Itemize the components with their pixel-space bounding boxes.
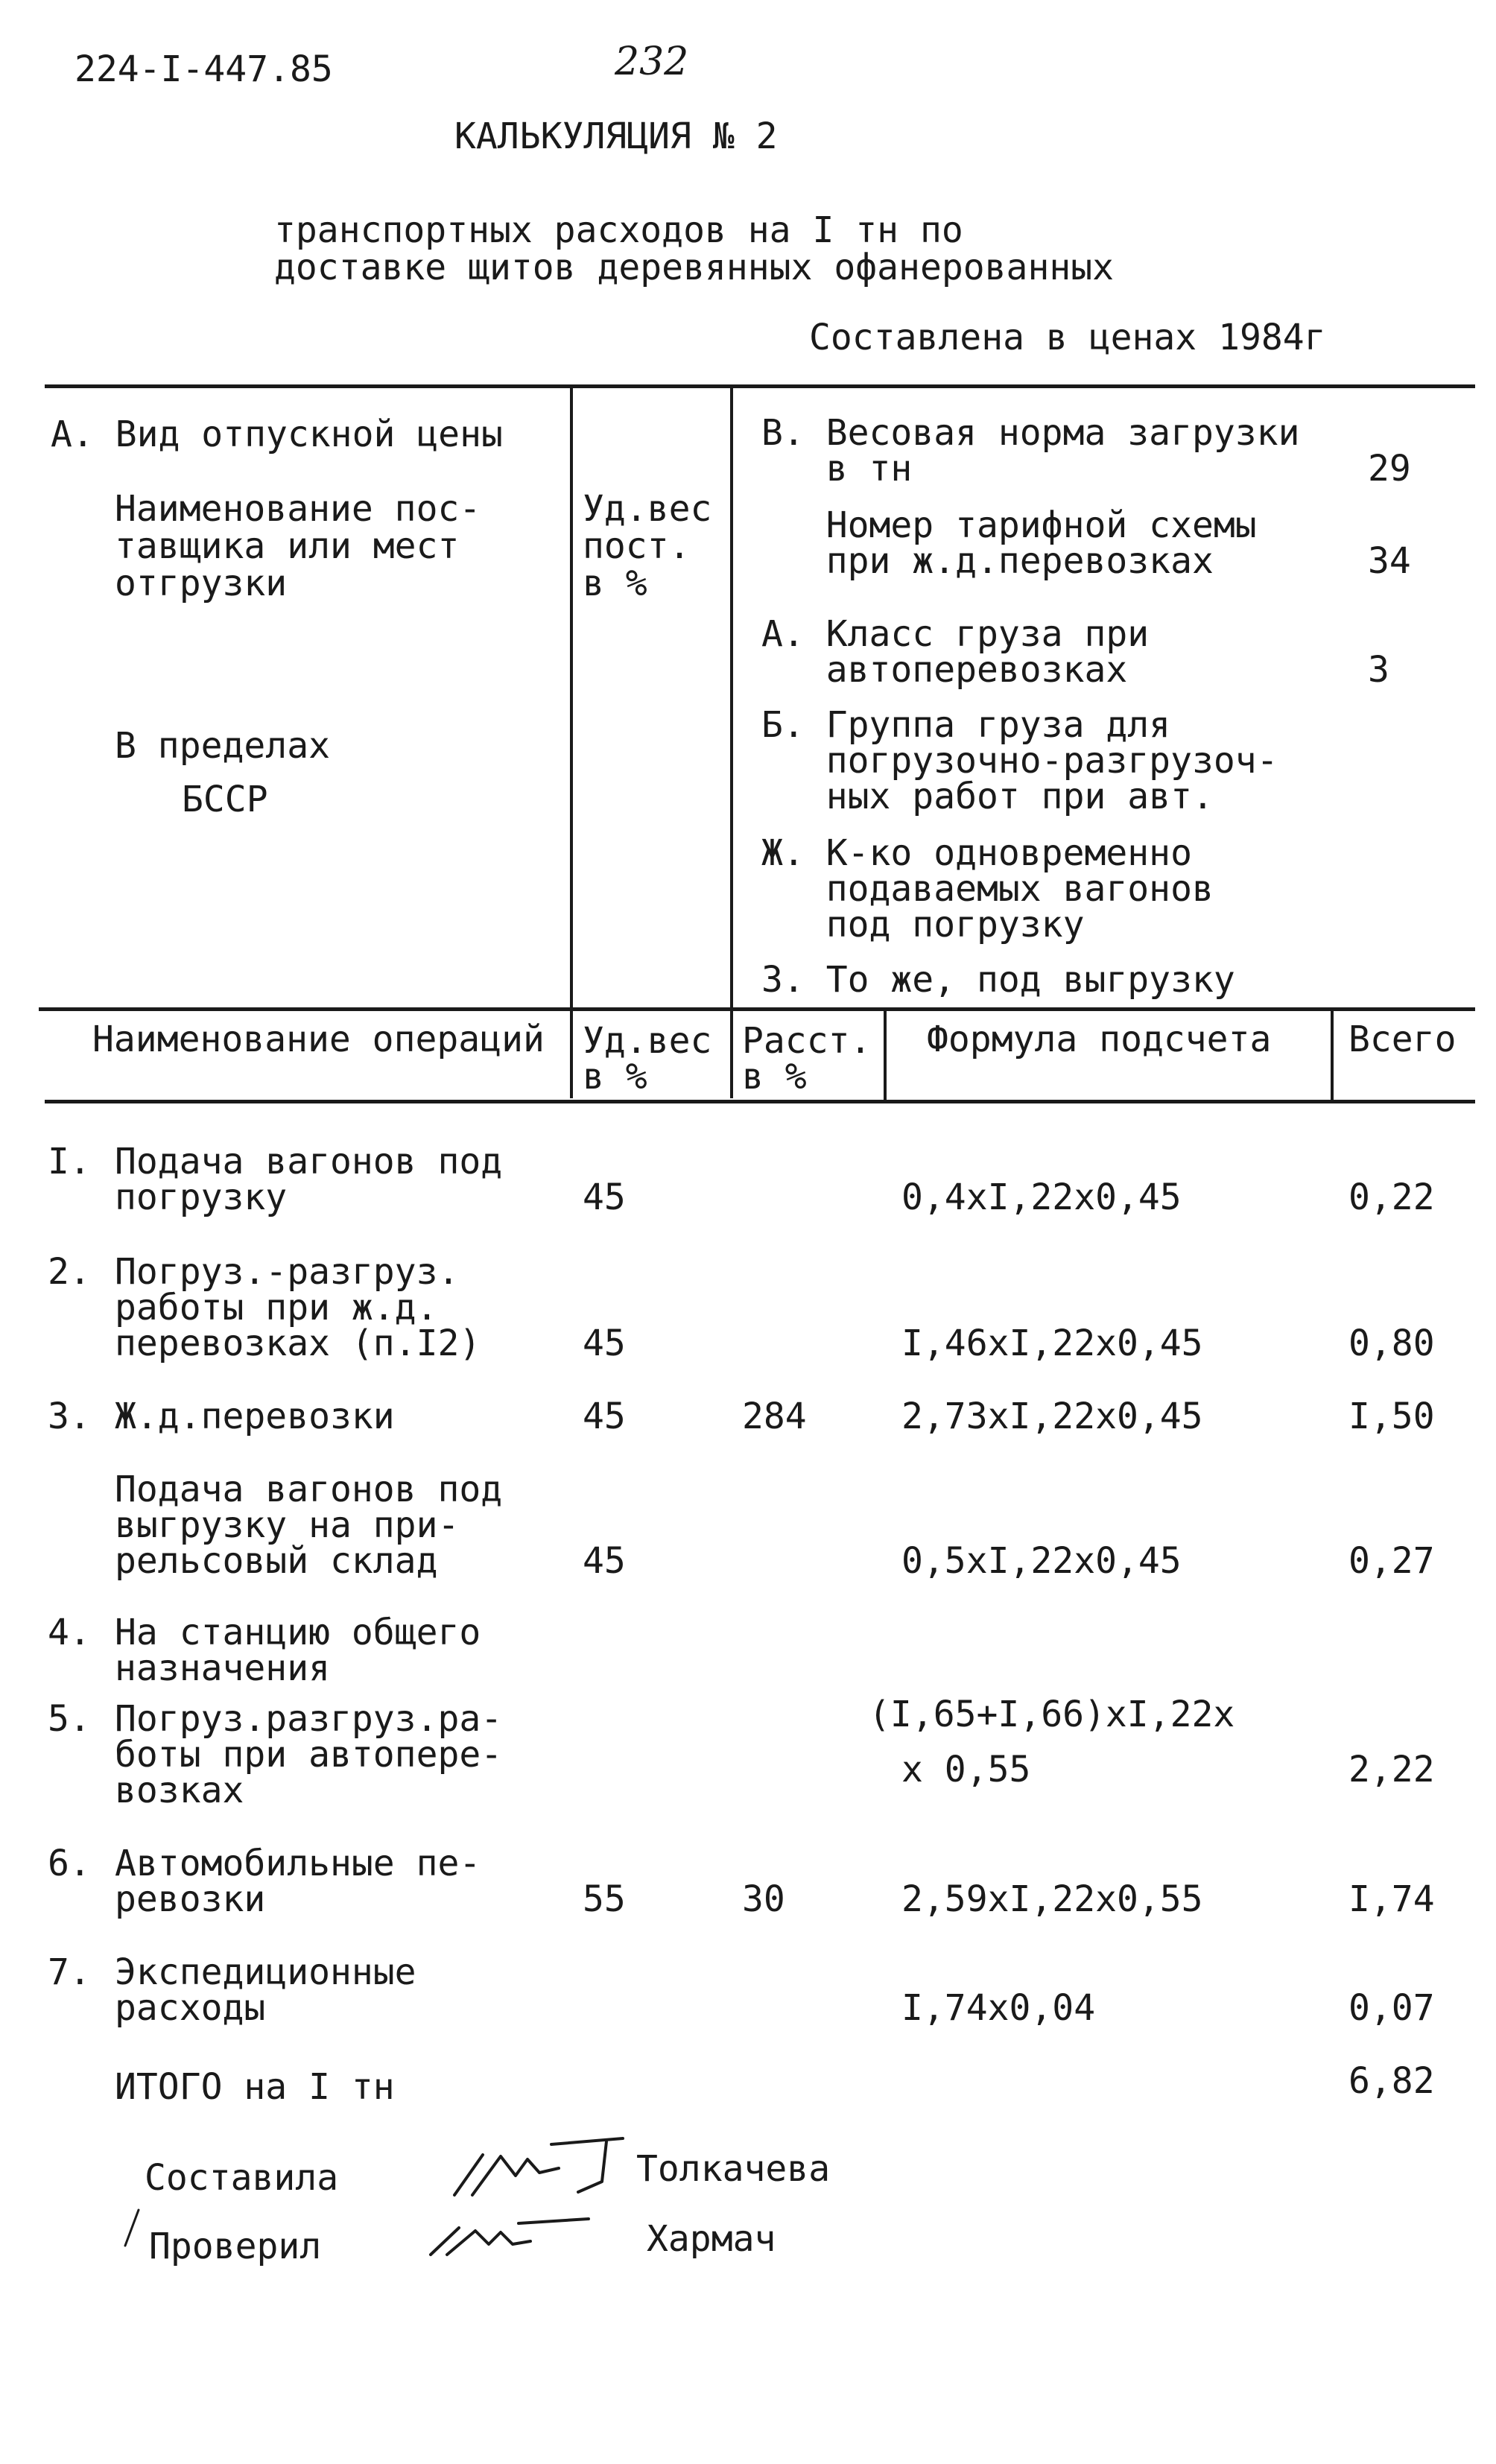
row-6-name-1: Автомобильные пе- <box>115 1843 481 1884</box>
top-rule <box>45 384 1475 388</box>
column-header-weight-2: в % <box>583 1056 647 1098</box>
row-3a-weight: 45 <box>583 1540 626 1582</box>
row-3-distance: 284 <box>742 1396 807 1437</box>
row-7-name-1: Экспедиционные <box>115 1951 416 1993</box>
row-4-name-1: На станцию общего <box>115 1612 481 1653</box>
row-7-number: 7. <box>48 1951 91 1993</box>
subtitle-line-2: доставке щитов деревянных офанерованных <box>274 247 1115 288</box>
param-unloading-label: З. То же, под выгрузку <box>761 959 1235 1001</box>
row-5-name-1: Погруз.разгруз.ра- <box>115 1698 503 1740</box>
row-4-name-2: назначения <box>115 1647 330 1689</box>
within-label: В пределах <box>115 725 330 767</box>
row-5-formula-1: (I,65+I,66)xI,22x <box>869 1694 1235 1735</box>
param-load-norm-value: 29 <box>1368 448 1411 490</box>
total-label: ИТОГО на I тн <box>115 2066 395 2108</box>
row-3-number: 3. <box>48 1396 91 1437</box>
row-5-formula-2: x 0,55 <box>901 1749 1031 1790</box>
column-header-formula: Формула подсчета <box>927 1019 1272 1060</box>
row-2-name-2: работы при ж.д. <box>115 1287 438 1328</box>
row-1-number: I. <box>48 1141 91 1182</box>
compiled-by-label: Составила <box>145 2157 339 2199</box>
region-label: БССР <box>182 779 268 820</box>
middle-rule <box>39 1007 1475 1011</box>
row-2-name-3: перевозках (п.I2) <box>115 1323 481 1364</box>
weight-column-divider <box>570 387 573 1098</box>
row-1-name-2: погрузку <box>115 1176 288 1218</box>
subtitle-line-1: транспортных расходов на I тн по <box>274 209 963 251</box>
row-6-total: I,74 <box>1348 1878 1435 1920</box>
distance-column-divider <box>884 1010 887 1100</box>
params-column-divider <box>730 387 733 1098</box>
row-6-weight: 55 <box>583 1878 626 1920</box>
row-2-number: 2. <box>48 1251 91 1293</box>
checked-by-name: Хармач <box>647 2218 776 2260</box>
row-7-formula: I,74x0,04 <box>901 1987 1096 2029</box>
row-5-name-3: возках <box>115 1770 244 1811</box>
row-3a-total: 0,27 <box>1348 1540 1435 1582</box>
row-5-total: 2,22 <box>1348 1749 1435 1790</box>
param-cargo-group-label-1: Б. Группа груза для <box>761 704 1171 746</box>
param-wagons-label-3: под погрузку <box>761 904 1085 946</box>
param-cargo-class-label-2: автоперевозках <box>761 649 1128 691</box>
document-code: 224-I-447.85 <box>75 48 333 90</box>
check-mark <box>118 2205 148 2250</box>
row-6-formula: 2,59xI,22x0,55 <box>901 1878 1203 1920</box>
row-1-total: 0,22 <box>1348 1176 1435 1218</box>
param-wagons-label-2: подаваемых вагонов <box>761 868 1214 910</box>
row-3a-name-2: выгрузку на при- <box>115 1504 460 1546</box>
row-1-formula: 0,4xI,22x0,45 <box>901 1176 1182 1218</box>
row-1-name-1: Подача вагонов под <box>115 1141 503 1182</box>
row-7-total: 0,07 <box>1348 1987 1435 2029</box>
param-tariff-value: 34 <box>1368 540 1411 582</box>
row-3a-name-1: Подача вагонов под <box>115 1469 503 1510</box>
header-bottom-rule <box>45 1100 1475 1103</box>
row-6-name-2: ревозки <box>115 1878 266 1920</box>
supplier-weight-header-1: Уд.вес <box>583 488 712 530</box>
row-5-number: 5. <box>48 1698 91 1740</box>
column-header-weight-1: Уд.вес <box>583 1020 712 1062</box>
row-2-name-1: Погруз.-разгруз. <box>115 1251 460 1293</box>
row-2-total: 0,80 <box>1348 1323 1435 1364</box>
row-2-weight: 45 <box>583 1323 626 1364</box>
total-value: 6,82 <box>1348 2060 1435 2102</box>
page-number: 232 <box>615 39 689 84</box>
param-load-norm-label-2: в тн <box>761 448 913 490</box>
row-2-formula: I,46xI,22x0,45 <box>901 1323 1203 1364</box>
param-tariff-label-1: Номер тарифной схемы <box>761 504 1257 546</box>
column-header-total: Всего <box>1348 1019 1457 1060</box>
price-type-label: А. Вид отпускной цены <box>51 414 503 455</box>
param-cargo-group-label-3: ных работ при авт. <box>761 776 1214 817</box>
param-cargo-group-label-2: погрузочно-разгрузоч- <box>761 740 1278 782</box>
row-4-number: 4. <box>48 1612 91 1653</box>
price-note: Составлена в ценах 1984г <box>809 317 1326 358</box>
row-3a-formula: 0,5xI,22x0,45 <box>901 1540 1182 1582</box>
compiled-by-signature <box>447 2129 626 2204</box>
checked-by-label: Проверил <box>149 2226 322 2267</box>
row-7-name-2: расходы <box>115 1987 266 2029</box>
row-3a-name-3: рельсовый склад <box>115 1540 438 1582</box>
row-1-weight: 45 <box>583 1176 626 1218</box>
param-tariff-label-2: при ж.д.перевозках <box>761 540 1214 582</box>
checked-by-signature <box>426 2205 598 2265</box>
compiled-by-name: Толкачева <box>636 2148 831 2190</box>
column-header-distance-1: Расст. <box>742 1020 872 1062</box>
row-3-total: I,50 <box>1348 1396 1435 1437</box>
supplier-label-1: Наименование пос- <box>115 488 481 530</box>
param-cargo-class-value: 3 <box>1368 649 1389 691</box>
row-6-distance: 30 <box>742 1878 785 1920</box>
total-column-divider <box>1331 1010 1334 1100</box>
supplier-weight-header-2: пост. <box>583 525 691 567</box>
row-5-name-2: боты при автопере- <box>115 1734 503 1776</box>
supplier-label-2: тавщика или мест <box>115 525 460 567</box>
column-header-distance-2: в % <box>742 1056 807 1098</box>
param-wagons-label-1: Ж. К-ко одновременно <box>761 832 1192 874</box>
row-3-name-1: Ж.д.перевозки <box>115 1396 395 1437</box>
row-3-weight: 45 <box>583 1396 626 1437</box>
supplier-label-3: отгрузки <box>115 563 288 604</box>
row-6-number: 6. <box>48 1843 91 1884</box>
document-title: КАЛЬКУЛЯЦИЯ № 2 <box>454 115 778 157</box>
column-header-operation: Наименование операций <box>92 1019 545 1060</box>
row-3-formula: 2,73xI,22x0,45 <box>901 1396 1203 1437</box>
param-cargo-class-label-1: А. Класс груза при <box>761 613 1150 655</box>
supplier-weight-header-3: в % <box>583 563 647 604</box>
param-load-norm-label-1: В. Весовая норма загрузки <box>761 412 1300 454</box>
